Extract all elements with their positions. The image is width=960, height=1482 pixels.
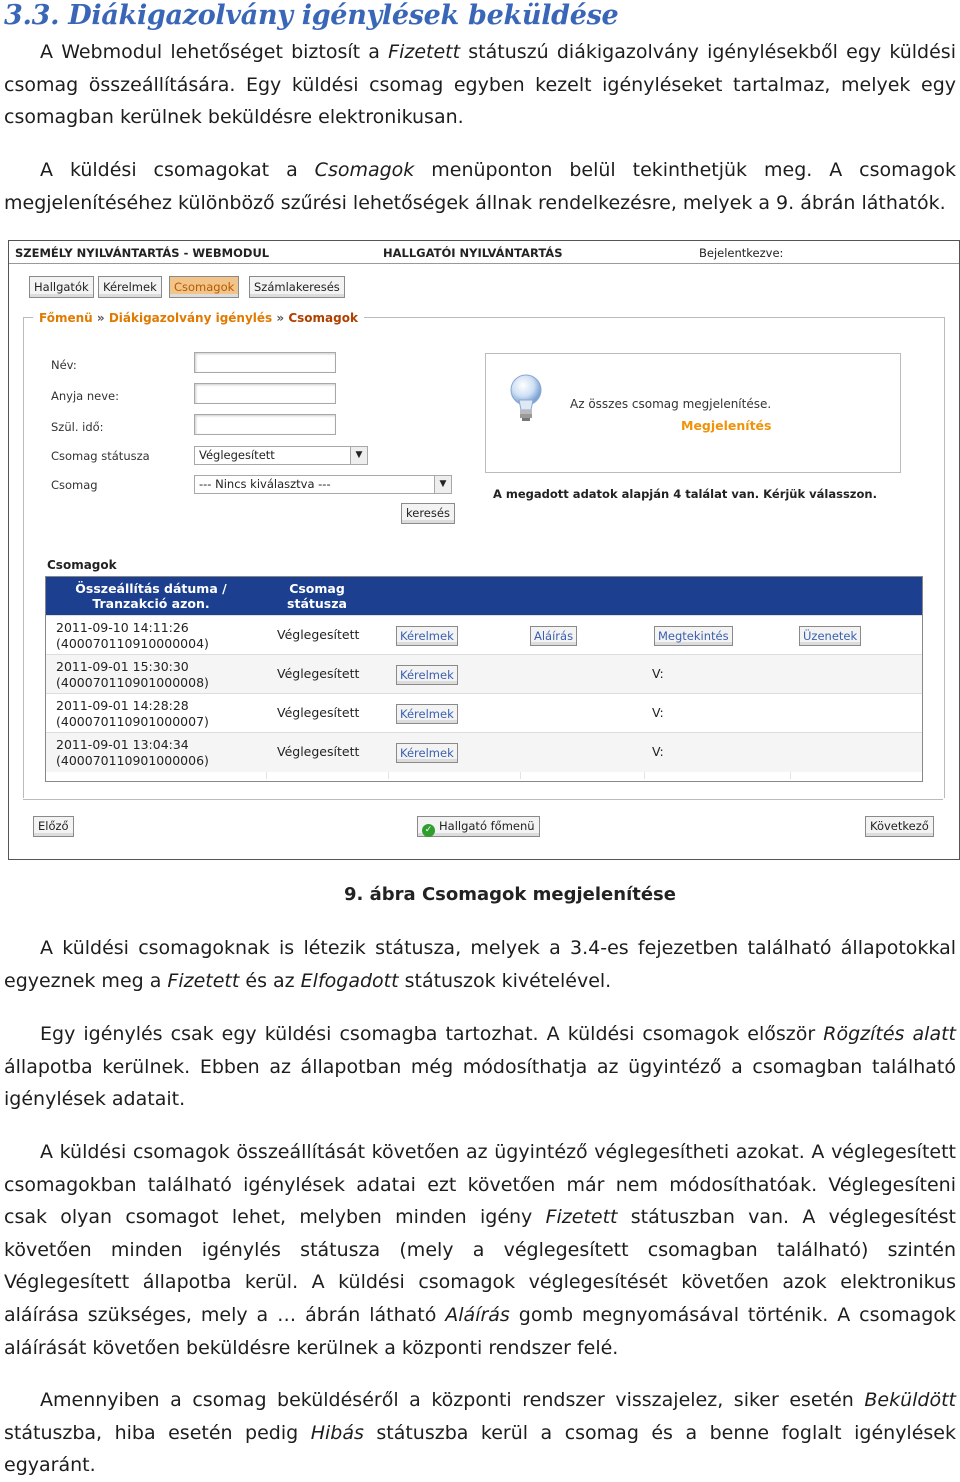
breadcrumb-current: Csomagok xyxy=(288,311,358,325)
requests-button[interactable]: Kérelmek xyxy=(396,704,458,724)
header-status: Csomag státusza xyxy=(287,581,347,611)
breadcrumb-home[interactable]: Főmenü xyxy=(39,311,93,325)
label-package: Csomag xyxy=(51,478,98,492)
package-status-select[interactable]: Véglegesített ▼ xyxy=(194,446,368,465)
module-title: HALLGATÓI NYILVÁNTARTÁS xyxy=(383,246,563,260)
next-button[interactable]: Következő xyxy=(865,816,934,837)
paragraph-statuses: A küldési csomagoknak is létezik státusza, melyek a 3.4-es fejezetben található állapotokkal egyeznek meg a Fizetett és az Elfogadott státuszok kivételével. xyxy=(4,937,956,992)
label-birth-date: Szül. idő: xyxy=(51,420,104,434)
requests-button[interactable]: Kérelmek xyxy=(396,665,458,685)
paragraph-recording: Egy igénylés csak egy küldési csomagba tartozhat. A küldési csomagok először Rögzítés alatt állapotba kerülnek. Ebben az állapotban még módosíthatja az ügyintéző a csomagban található igénylések adatait. xyxy=(4,1023,956,1111)
requests-button[interactable]: Kérelmek xyxy=(396,743,458,763)
packages-section-title: Csomagok xyxy=(47,558,117,572)
paragraph-feedback: Amennyiben a csomag beküldéséről a központi rendszer visszajelez, siker esetén Beküldött státuszba, hiba esetén pedig Hibás státuszba kerül a csomag és a benne foglalt igénylések egyaránt. xyxy=(4,1389,956,1477)
table-row: 2011-09-01 14:28:28 (400070110901000007) Véglegesített Kérelmek V: xyxy=(46,693,922,733)
footer-divider xyxy=(23,799,943,800)
tab-szamlakereses[interactable]: Számlakeresés xyxy=(249,276,345,298)
name-input[interactable] xyxy=(194,352,336,373)
package-select[interactable]: --- Nincs kiválasztva --- ▼ xyxy=(194,475,452,494)
table-row: 2011-09-01 15:30:30 (400070110901000008) Véglegesített Kérelmek V: xyxy=(46,654,922,694)
section-heading: 3.3. Diákigazolvány igénylések beküldése xyxy=(4,0,619,31)
packages-table xyxy=(45,576,923,782)
tab-hallgatok[interactable]: Hallgatók xyxy=(29,276,94,298)
app-topbar xyxy=(9,241,959,264)
previous-button[interactable]: Előző xyxy=(33,816,74,837)
tab-csomagok[interactable]: Csomagok xyxy=(169,276,239,298)
header-date: Összeállítás dátuma / Tranzakció azon. xyxy=(75,581,227,611)
login-status: Bejelentkezve: xyxy=(699,246,784,260)
search-button[interactable]: keresés xyxy=(401,503,455,524)
result-message: A megadott adatok alapján 4 találat van. Kérjük válasszon. xyxy=(493,487,877,501)
sign-button[interactable]: Aláírás xyxy=(530,626,577,646)
chevron-down-icon: ▼ xyxy=(350,447,367,464)
paragraph-intro: A Webmodul lehetőséget biztosít a Fizetett státuszú diákigazolvány igénylésekből egy küldési csomag összeállítására. Egy küldési csomag egyben kezelt igényléseket tartalmaz, melyek egy csomagban kerülnek beküldésre elektronikusan. xyxy=(4,41,956,129)
mother-name-input[interactable] xyxy=(194,383,336,404)
breadcrumb-student-card[interactable]: Diákigazolvány igénylés xyxy=(108,311,273,325)
table-header xyxy=(46,577,922,615)
table-row: 2011-09-01 13:04:34 (400070110901000006) Véglegesített Kérelmek V: xyxy=(46,732,922,772)
birth-date-input[interactable] xyxy=(194,414,336,435)
label-package-status: Csomag státusza xyxy=(51,449,150,463)
paragraph-finalize: A küldési csomagok összeállítását követően az ügyintéző véglegesítheti azokat. A véglegesített csomagokban található igénylések adatai ezt követően már nem módosíthatóak. Véglegesíteni csak olyan csomagot lehet, melyben minden igény Fizetett státuszban van. A véglegesítést követően minden igénylés státusza (mely a véglegesített csomagban található) szintén Véglegesített állapotba kerül. A küldési csomagok véglegesítését követően azok elektronikus aláírása szükséges, mely a … ábrán látható Aláírás gomb megnyomásával történik. A csomagok aláírását követően beküldésre kerülnek a központi rendszer felé. xyxy=(4,1141,957,1359)
paragraph-packages: A küldési csomagokat a Csomagok menüponton belül tekinthetjük meg. A csomagok megjelenítéséhez különböző szűrési lehetőségek állnak rendelkezésre, melyek a 9. ábrán láthatók. xyxy=(4,159,956,214)
check-icon: ✓ xyxy=(422,824,435,837)
chevron-down-icon: ▼ xyxy=(434,476,451,493)
show-all-link[interactable]: Megjelenítés xyxy=(681,418,772,433)
info-text: Az összes csomag megjelenítése. xyxy=(570,397,772,411)
student-main-menu-button[interactable]: ✓ Hallgató főmenü xyxy=(417,816,540,837)
label-mother-name: Anyja neve: xyxy=(51,389,119,403)
view-button[interactable]: Megtekintés xyxy=(654,626,733,646)
figure-caption: 9. ábra Csomagok megjelenítése xyxy=(344,884,676,905)
tab-kerelmek[interactable]: Kérelmek xyxy=(98,276,162,298)
lightbulb-icon xyxy=(508,374,544,424)
info-box xyxy=(485,353,901,473)
requests-button[interactable]: Kérelmek xyxy=(396,626,458,646)
breadcrumb: Főmenü » Diákigazolvány igénylés » Csomagok xyxy=(33,311,364,325)
label-name: Név: xyxy=(51,358,77,372)
app-title: SZEMÉLY NYILVÁNTARTÁS - WEBMODUL xyxy=(15,246,270,260)
figure-screenshot xyxy=(8,240,960,860)
messages-button[interactable]: Üzenetek xyxy=(799,626,861,646)
table-row: 2011-09-10 14:11:26 (400070110910000004) Véglegesített Kérelmek Aláírás Megtekintés Üzenetek xyxy=(46,615,922,655)
